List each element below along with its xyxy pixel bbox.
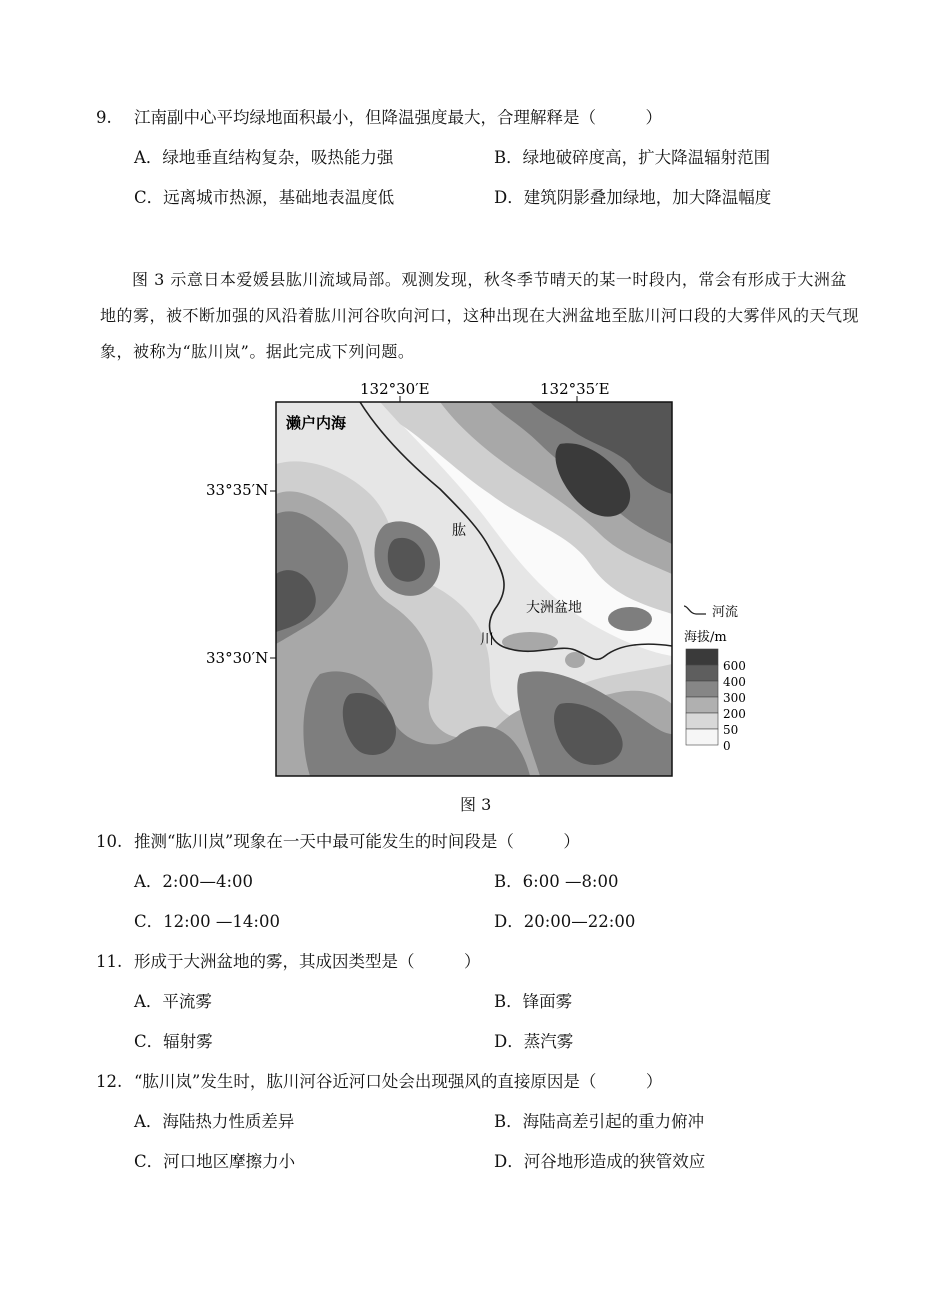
question-9-number: 9. [96,108,112,127]
option-text: 2:00—4:00 [162,872,254,891]
option-label: D． [494,1032,524,1051]
legend-value: 50 [723,723,739,737]
option-label: C． [134,188,164,207]
lon-label-2: 132°35′E [540,380,610,398]
q12-option-b [494,1111,704,1133]
legend-value: 0 [723,739,731,753]
figure-caption: 图 3 [460,795,492,814]
legend-swatch [686,649,718,665]
map-legend [684,604,746,753]
question-11-stem: 形成于大洲盆地的雾，其成因类型是（ ） [134,952,481,971]
q12-option-c [134,1151,295,1173]
legend-value: 300 [723,691,746,705]
option-label: A． [134,992,163,1011]
legend-elev-title: 海拔/m [684,630,727,645]
question-12-number: 12. [96,1072,123,1091]
option-label: C． [134,1032,164,1051]
figure-3-map [190,374,790,784]
option-label: D． [494,1152,524,1171]
option-text: 远离城市热源，基础地表温度低 [163,188,395,207]
option-label: B． [494,992,523,1011]
legend-river-symbol [684,606,706,614]
q9-option-a [134,147,393,169]
lat-label-1: 33°35′N [206,481,269,499]
question-12-stem: “肱川岚”发生时，肱川河谷近河口处会出现强风的直接原因是（ ） [134,1072,663,1091]
intro-text: 图 3 示意日本爱媛县肱川流域局部。观测发现，秋冬季节晴天的某一时段内，常会有形成于大洲盆地的雾，被不断加强的风沿着肱川河谷吹向河口，这种出现在大洲盆地至肱川河口段的大雾伴风的天气现象，被称为“肱川岚”。据此完成下列问题。 [100,270,860,361]
q11-option-a [134,991,212,1013]
option-label: B． [494,1112,523,1131]
q11-option-d [494,1031,573,1053]
legend-value: 600 [723,659,746,673]
option-text: 河谷地形造成的狭管效应 [523,1152,706,1171]
intro-paragraph [100,262,860,370]
legend-value: 400 [723,675,746,689]
option-text: 绿地垂直结构复杂，吸热能力强 [162,148,394,167]
q12-option-d [494,1151,705,1173]
river-char-1: 肱 [452,523,466,539]
question-10-number: 10. [96,832,123,851]
q10-option-b [494,871,619,893]
q9-option-c [134,187,394,209]
option-text: 6:00 —8:00 [522,872,619,891]
option-text: 河口地区摩擦力小 [163,1152,296,1171]
q12-option-a [134,1111,294,1133]
terrain [276,402,672,776]
river-char-2: 川 [480,632,494,648]
q9-option-d [494,187,771,209]
legend-river-label: 河流 [712,605,739,620]
option-label: D． [494,912,524,931]
sea-label: 濑户内海 [286,414,347,432]
option-label: A． [134,1112,163,1131]
q10-option-c [134,911,280,933]
option-label: C． [134,1152,164,1171]
question-11-number: 11. [96,952,123,971]
option-text: 建筑阴影叠加绿地，加大降温幅度 [523,188,772,207]
option-label: C． [134,912,164,931]
option-label: B． [494,148,523,167]
legend-swatch [686,681,718,697]
q10-option-a [134,871,253,893]
option-label: D． [494,188,524,207]
option-text: 绿地破碎度高，扩大降温辐射范围 [522,148,771,167]
q9-option-b [494,147,770,169]
legend-swatch [686,665,718,681]
option-label: A． [134,872,163,891]
lon-label-1: 132°30′E [360,380,430,398]
option-text: 锋面雾 [522,992,573,1011]
option-text: 蒸汽雾 [523,1032,574,1051]
legend-swatch [686,697,718,713]
option-text: 平流雾 [162,992,212,1011]
option-text: 海陆高差引起的重力俯冲 [522,1112,705,1131]
question-10-stem: 推测“肱川岚”现象在一天中最可能发生的时间段是（ ） [134,832,580,851]
option-text: 辐射雾 [163,1032,213,1051]
question-9-stem: 江南副中心平均绿地面积最小，但降温强度最大，合理解释是（ ） [134,108,662,127]
legend-value: 200 [723,707,746,721]
q11-option-c [134,1031,213,1053]
option-text: 12:00 —14:00 [163,912,280,931]
option-label: B． [494,872,523,891]
legend-swatch [686,729,718,745]
q10-option-d [494,911,635,933]
legend-swatch [686,713,718,729]
option-label: A． [134,148,163,167]
option-text: 海陆热力性质差异 [162,1112,295,1131]
basin-label: 大洲盆地 [526,600,582,616]
lat-label-2: 33°30′N [206,649,269,667]
option-text: 20:00—22:00 [523,912,636,931]
q11-option-b [494,991,572,1013]
